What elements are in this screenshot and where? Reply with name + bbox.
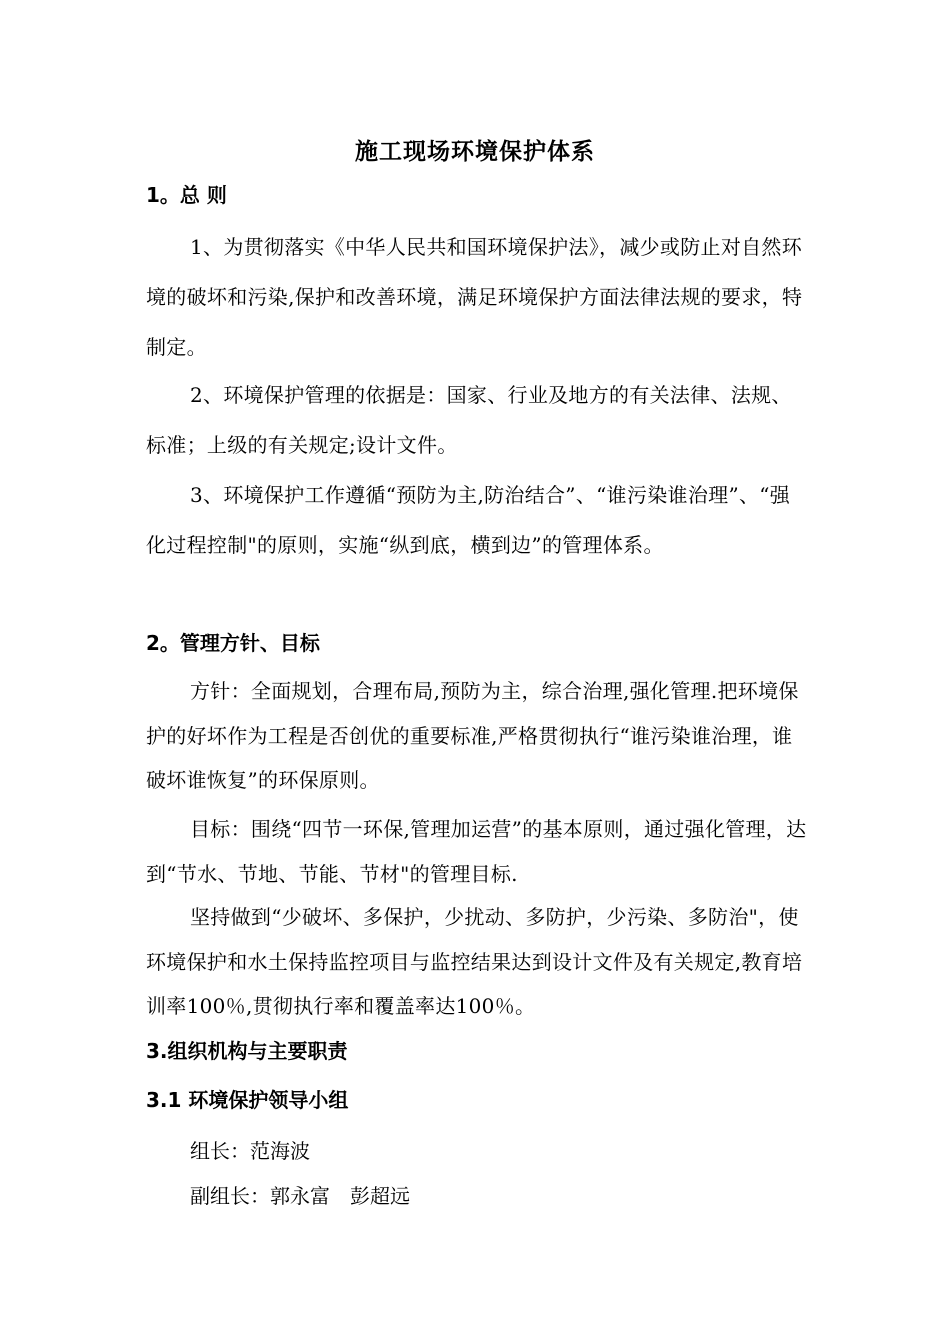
group-leader-line: 组长：范海波 [190,1139,310,1163]
deputy-leader-line: 副组长：郭永富 彭超远 [190,1184,410,1208]
section-3-1-heading: 3.1 环境保护领导小组 [146,1088,349,1112]
section-1-paragraph-2: 2、环境保护管理的依据是：国家、行业及地方的有关法律、法规、标准；上级的有关规定;设计文件。 [146,383,792,457]
section-2-paragraph-3: 坚持做到“少破坏、多保护，少扰动、多防护，少污染、多防治"，使环境保护和水土保持监控项目与监控结果达到设计文件及有关规定,教育培训率100％,贯彻执行率和覆盖率达100％。 [146,905,803,1018]
section-2-heading: 2。管理方针、目标 [146,631,320,655]
section-2-paragraph-1: 方针：全面规划，合理布局,预防为主，综合治理,强化管理.把环境保护的好坏作为工程是否创优的重要标准,严格贯彻执行“谁污染谁治理，谁破坏谁恢复”的环保原则。 [146,679,799,792]
document-title: 施工现场环境保护体系 [355,138,595,165]
section-2-paragraph-2: 目标：围绕“四节一环保,管理加运营”的基本原则，通过强化管理，达到“节水、节地、节能、节材"的管理目标. [146,817,807,886]
section-1-paragraph-3: 3、环境保护工作遵循“预防为主,防治结合”、“谁污染谁治理”、“强化过程控制"的原则，实施“纵到底，横到边”的管理体系。 [146,483,791,557]
section-3-heading: 3.组织机构与主要职责 [146,1039,348,1063]
section-1-heading: 1。总 则 [146,183,227,207]
section-1-paragraph-1: 1、为贯彻落实《中华人民共和国环境保护法》，减少或防止对自然环境的破坏和污染,保护和改善环境，满足环境保护方面法律法规的要求，特制定。 [146,235,803,359]
